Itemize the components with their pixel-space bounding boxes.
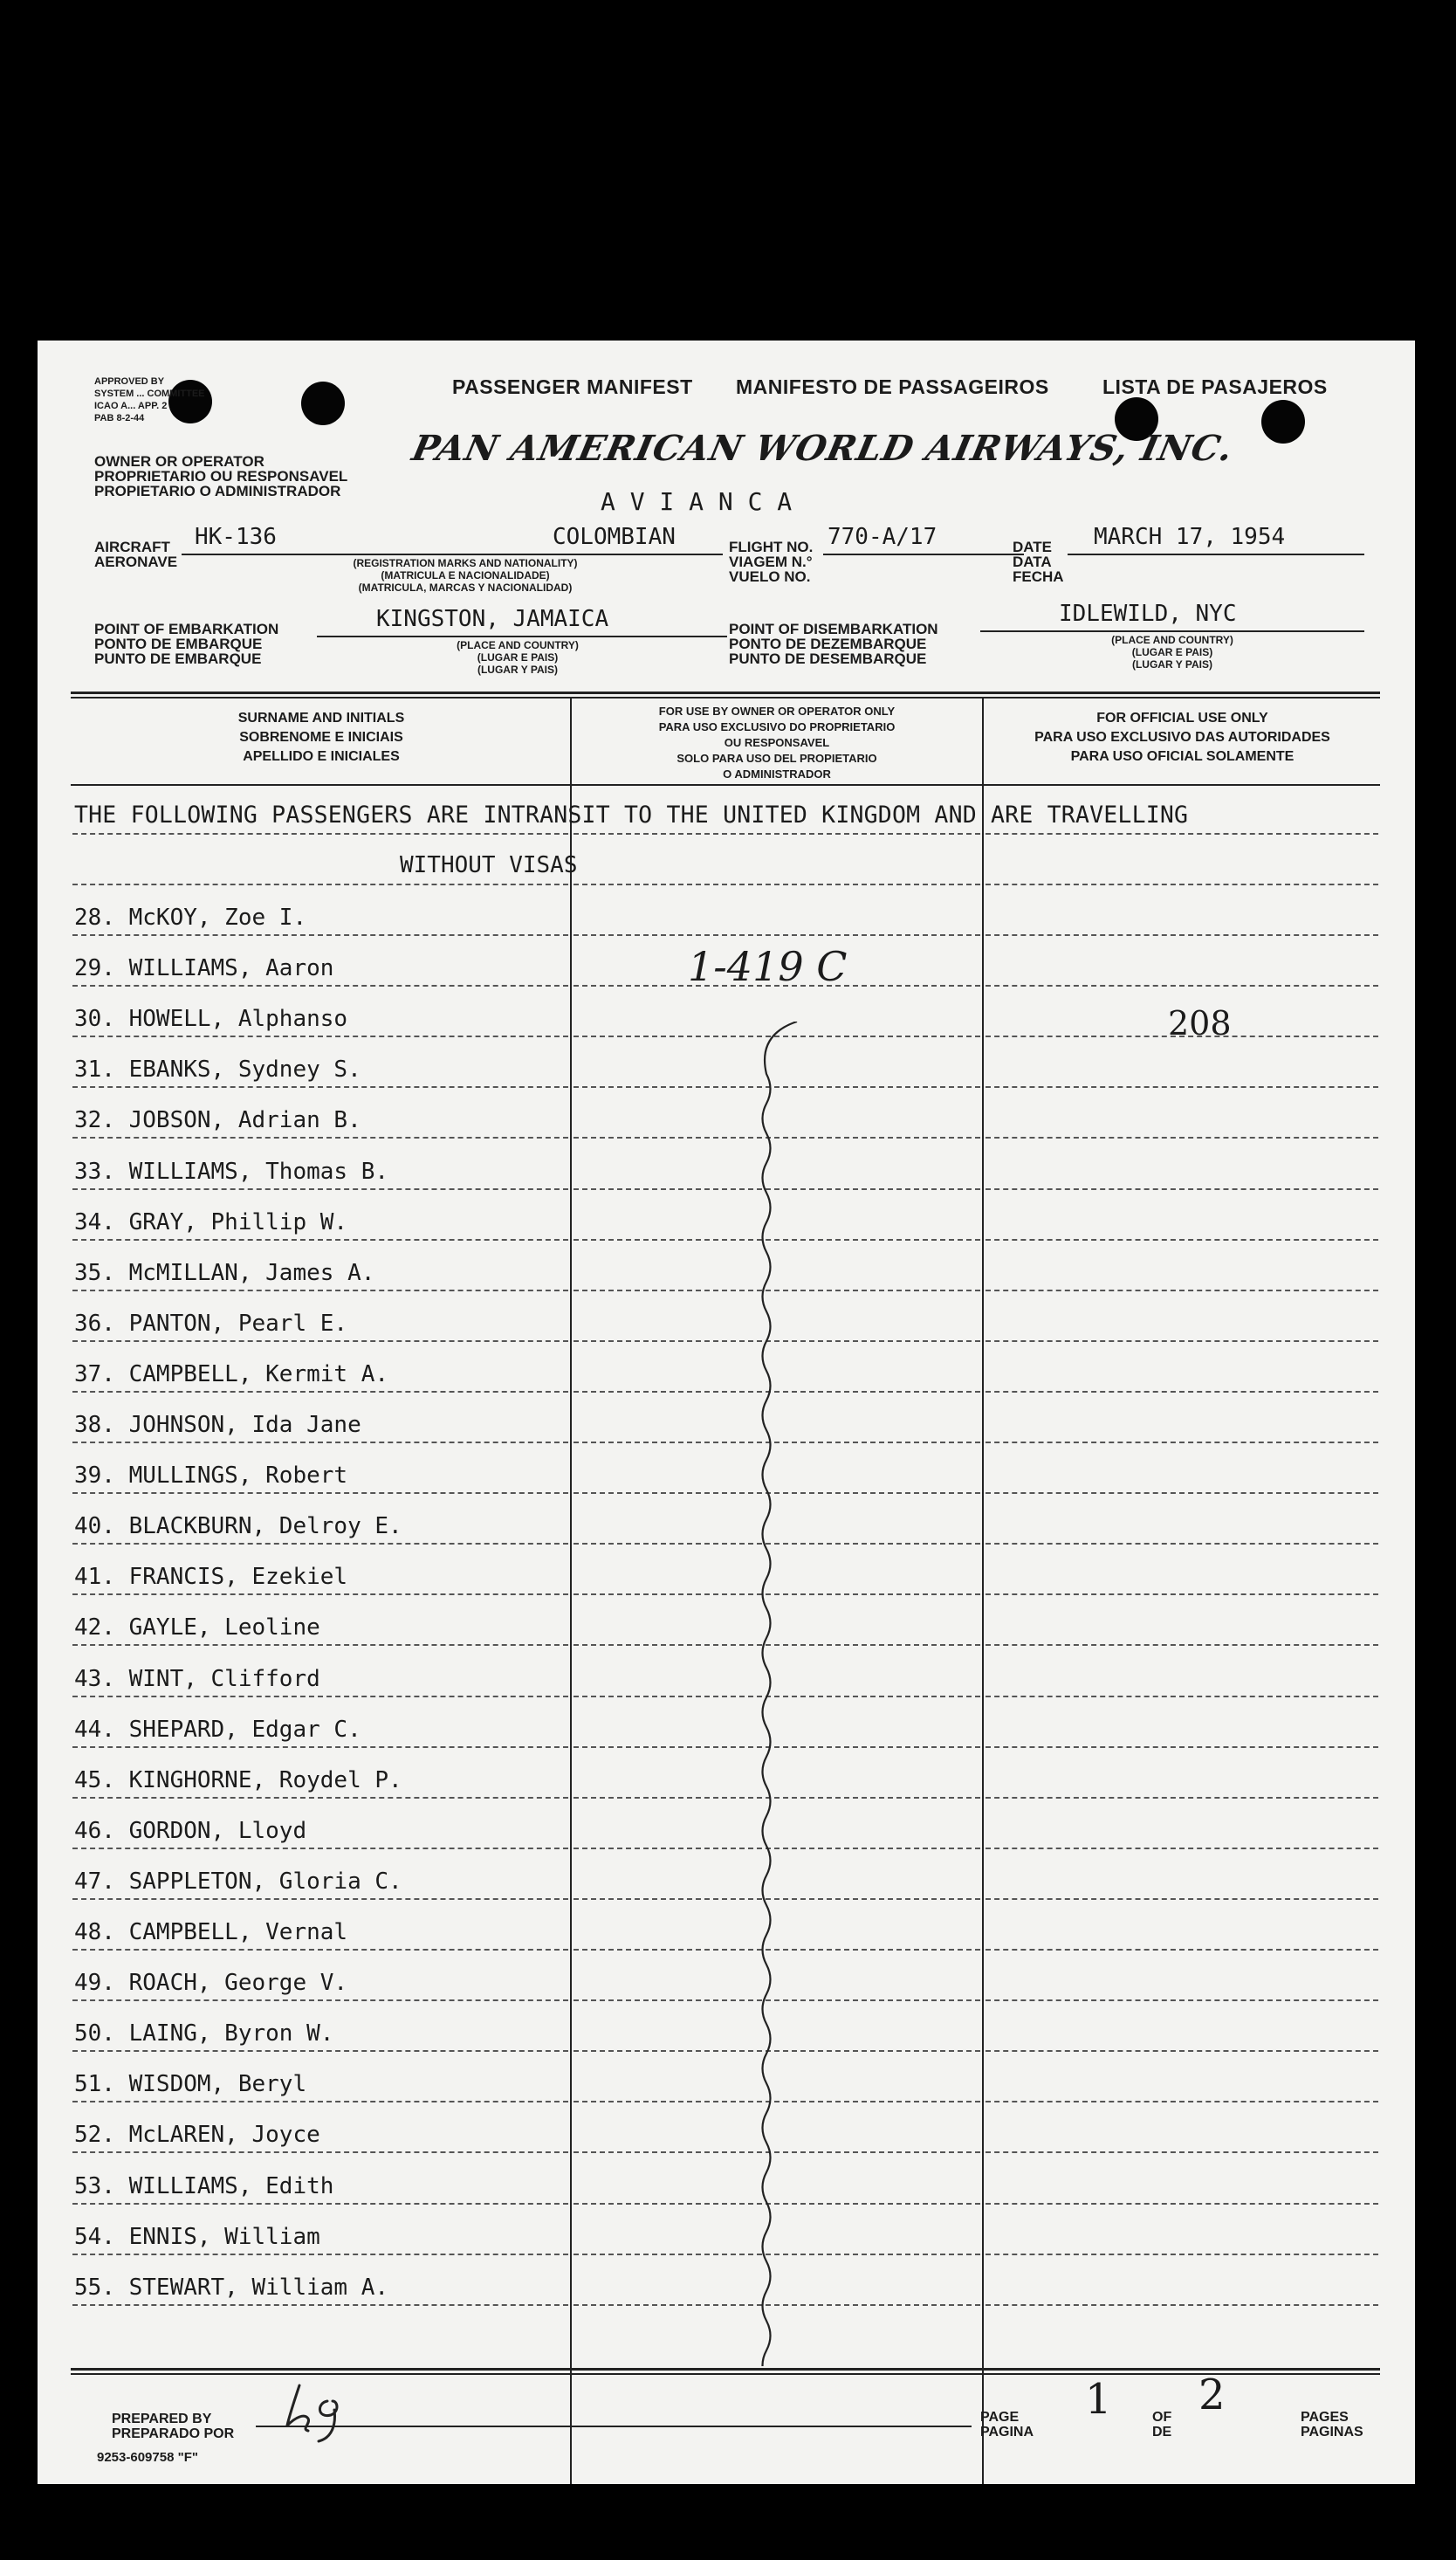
- passenger-row: 35. McMILLAN, James A.: [74, 1260, 375, 1286]
- ruled-line: [72, 2203, 568, 2205]
- ruled-line: [986, 1239, 1378, 1241]
- title-english: PASSENGER MANIFEST: [452, 375, 693, 398]
- ruled-line: [986, 934, 1378, 936]
- owner-use-column-header: FOR USE BY OWNER OR OPERATOR ONLY PARA USO EXCLUSIVO DO PROPRIETARIO OU RESPONSAVEL SOLO PARA USO DEL PROPIETARIO O ADMINISTRADOR: [658, 705, 896, 781]
- embarkation-label: POINT OF EMBARKATION PONTO DE EMBARQUE PUNTO DE EMBARQUE: [94, 621, 279, 667]
- flight-number-value: 770-A/17: [828, 524, 937, 550]
- ruled-line: [72, 1696, 568, 1697]
- ruled-line: [72, 1391, 568, 1393]
- passenger-row: 54. ENNIS, William: [74, 2224, 320, 2250]
- passenger-row: 46. GORDON, Lloyd: [74, 1818, 307, 1844]
- ruled-line: [986, 1442, 1378, 1443]
- passenger-row: 50. LAING, Byron W.: [74, 2020, 334, 2047]
- passenger-row: 47. SAPPLETON, Gloria C.: [74, 1868, 402, 1895]
- disembarkation-label: POINT OF DISEMBARKATION PONTO DE DEZEMBARQUE PUNTO DE DESEMBARQUE: [729, 621, 938, 667]
- title-portuguese: MANIFESTO DE PASSAGEIROS: [736, 375, 1049, 398]
- table-bottom-rule: [71, 2368, 1380, 2371]
- ruled-line: [986, 2050, 1378, 2052]
- passenger-row: 39. MULLINGS, Robert: [74, 1462, 348, 1489]
- passenger-row: 51. WISDOM, Beryl: [74, 2071, 307, 2097]
- of-label: OF DE: [1152, 2410, 1172, 2440]
- ruled-line: [986, 1340, 1378, 1342]
- ruled-line: [72, 1290, 568, 1291]
- passenger-row: 30. HOWELL, Alphanso: [74, 1006, 348, 1032]
- ruled-line: [72, 1340, 568, 1342]
- page-number: 1: [1085, 2375, 1112, 2424]
- ruled-line: [72, 934, 568, 936]
- embarkation-underline: [317, 636, 727, 637]
- ruled-line: [72, 884, 568, 885]
- aircraft-label: AIRCRAFT AERONAVE: [94, 539, 178, 570]
- ruled-line: [72, 1848, 568, 1849]
- ruled-line: [986, 1086, 1378, 1088]
- ruled-line: [72, 2151, 568, 2153]
- ruled-line: [72, 1036, 568, 1037]
- ruled-line: [72, 1593, 568, 1595]
- ruled-line: [986, 1593, 1378, 1595]
- ruled-line: [72, 1492, 568, 1494]
- passenger-row: 45. KINGHORNE, Roydel P.: [74, 1767, 402, 1793]
- ruled-line: [986, 2254, 1378, 2255]
- ruled-line: [986, 833, 1378, 835]
- operator-name: A V I A N C A: [601, 487, 793, 516]
- disembarkation-caption: (PLACE AND COUNTRY) (LUGAR E PAIS) (LUGAR Y PAIS): [1111, 634, 1233, 671]
- disembarkation-value: IDLEWILD, NYC: [1059, 601, 1237, 627]
- ruled-line: [72, 833, 568, 835]
- ruled-line: [986, 1848, 1378, 1849]
- table-bottom-rule: [71, 2373, 1380, 2375]
- passenger-row: 32. JOBSON, Adrian B.: [74, 1107, 361, 1133]
- ruled-line: [72, 1746, 568, 1748]
- ruled-line: [986, 884, 1378, 885]
- ruled-line: [986, 1898, 1378, 1900]
- date-label: DATE DATA FECHA: [1013, 539, 1064, 585]
- flight-label: FLIGHT NO. VIAGEM N.° VUELO NO.: [729, 539, 814, 585]
- owner-handwritten-note: 1-419 C: [688, 943, 848, 990]
- passenger-row: 49. ROACH, George V.: [74, 1970, 348, 1996]
- passenger-row: 31. EBANKS, Sydney S.: [74, 1056, 361, 1083]
- passenger-row: 53. WILLIAMS, Edith: [74, 2173, 334, 2199]
- ruled-line: [986, 1137, 1378, 1139]
- passenger-row: 34. GRAY, Phillip W.: [74, 1209, 348, 1235]
- owner-label: OWNER OR OPERATOR PROPRIETARIO OU RESPONSAVEL PROPIETARIO O ADMINISTRADOR: [94, 453, 348, 499]
- punch-hole: [301, 382, 345, 425]
- ruled-line: [986, 1644, 1378, 1646]
- embarkation-caption: (PLACE AND COUNTRY) (LUGAR E PAIS) (LUGAR Y PAIS): [457, 639, 579, 676]
- passenger-row: 48. CAMPBELL, Vernal: [74, 1919, 348, 1945]
- passenger-row: 29. WILLIAMS, Aaron: [74, 955, 334, 981]
- column-divider: [570, 697, 572, 2484]
- ruled-line: [986, 1797, 1378, 1799]
- ruled-line: [986, 1290, 1378, 1291]
- ruled-line: [986, 1492, 1378, 1494]
- preparer-signature: [282, 2375, 387, 2445]
- ruled-line: [72, 1188, 568, 1190]
- ruled-line: [72, 1644, 568, 1646]
- ruled-line: [72, 2254, 568, 2255]
- ruled-line: [986, 1391, 1378, 1393]
- ruled-line: [986, 1696, 1378, 1697]
- nationality-value: COLOMBIAN: [553, 524, 676, 550]
- passenger-row: 52. McLAREN, Joyce: [74, 2122, 320, 2148]
- ruled-line: [72, 1949, 568, 1951]
- ruled-line: [986, 985, 1378, 987]
- ruled-line: [573, 884, 980, 885]
- title-spanish: LISTA DE PASAJEROS: [1102, 375, 1328, 398]
- passenger-row: 38. JOHNSON, Ida Jane: [74, 1412, 361, 1438]
- passenger-row: 36. PANTON, Pearl E.: [74, 1311, 348, 1337]
- manifest-page: [38, 341, 1415, 2484]
- disembarkation-underline: [980, 630, 1364, 632]
- passenger-row: 43. WINT, Clifford: [74, 1666, 320, 1692]
- ruled-line: [986, 1543, 1378, 1545]
- aircraft-underline: [182, 554, 723, 555]
- ruled-line: [986, 2304, 1378, 2306]
- ruled-line: [72, 1086, 568, 1088]
- surname-column-header: SURNAME AND INITIALS SOBRENOME E INICIAIS APELLIDO E INICIALES: [237, 711, 405, 764]
- punch-hole: [1261, 400, 1305, 444]
- passenger-row: 42. GAYLE, Leoline: [74, 1614, 320, 1641]
- ruled-line: [72, 1543, 568, 1545]
- date-value: MARCH 17, 1954: [1094, 524, 1286, 550]
- ruled-line: [72, 1239, 568, 1241]
- ruled-line: [573, 833, 980, 835]
- passenger-row: 41. FRANCIS, Ezekiel: [74, 1564, 348, 1590]
- approval-block: APPROVED BY SYSTEM ... COMMITTEE ICAO A... APP. 2 PAB 8-2-44: [94, 376, 205, 423]
- ruled-line: [986, 1999, 1378, 2001]
- pages-label: PAGES PAGINAS: [1301, 2410, 1363, 2440]
- notice-line-2: WITHOUT VISAS: [400, 852, 578, 878]
- passenger-row: 28. McKOY, Zoe I.: [74, 905, 307, 931]
- passenger-row: 40. BLACKBURN, Delroy E.: [74, 1513, 402, 1539]
- passenger-row: 55. STEWART, William A.: [74, 2274, 389, 2301]
- ruled-line: [573, 934, 980, 936]
- ruled-line: [72, 1898, 568, 1900]
- notice-line-1: THE FOLLOWING PASSENGERS ARE INTRANSIT TO THE UNITED KINGDOM AND ARE TRAVELLING: [74, 802, 1189, 829]
- ruled-line: [72, 2050, 568, 2052]
- ruled-line: [986, 1949, 1378, 1951]
- passenger-row: 44. SHEPARD, Edgar C.: [74, 1717, 361, 1743]
- passenger-row: 37. CAMPBELL, Kermit A.: [74, 1361, 389, 1387]
- table-top-rule: [71, 692, 1380, 694]
- form-number: 9253-609758 "F": [97, 2450, 198, 2465]
- page-label: PAGE PAGINA: [980, 2410, 1034, 2440]
- ruled-line: [72, 985, 568, 987]
- ruled-line: [986, 2151, 1378, 2153]
- official-use-column-header: FOR OFFICIAL USE ONLY PARA USO EXCLUSIVO DAS AUTORIDADES PARA USO OFICIAL SOLAMENTE: [1034, 711, 1330, 764]
- ruled-line: [72, 1137, 568, 1139]
- ruled-line: [986, 1188, 1378, 1190]
- registration-caption: (REGISTRATION MARKS AND NATIONALITY) (MATRICULA E NACIONALIDADE) (MATRICULA, MARCAS Y NACIONALIDAD): [353, 557, 578, 594]
- ruled-line: [986, 2203, 1378, 2205]
- ruled-line: [72, 2101, 568, 2102]
- aircraft-value: HK-136: [195, 524, 277, 550]
- ditto-wavy-line: [718, 1022, 806, 2366]
- prepared-by-label: PREPARED BY PREPARADO POR: [112, 2412, 235, 2441]
- ruled-line: [986, 1746, 1378, 1748]
- official-handwritten-note: 208: [1168, 1004, 1232, 1043]
- embarkation-value: KINGSTON, JAMAICA: [376, 606, 609, 632]
- flight-underline: [823, 554, 1024, 555]
- date-underline: [1068, 554, 1364, 555]
- passenger-row: 33. WILLIAMS, Thomas B.: [74, 1159, 389, 1185]
- column-divider: [982, 697, 984, 2484]
- ruled-line: [986, 2101, 1378, 2102]
- table-top-rule: [71, 697, 1380, 698]
- ruled-line: [72, 1442, 568, 1443]
- pan-am-logo: PAN AMERICAN WORLD AIRWAYS, INC.: [409, 428, 1238, 469]
- ruled-line: [72, 1797, 568, 1799]
- ruled-line: [72, 1999, 568, 2001]
- ruled-line: [72, 2304, 568, 2306]
- total-pages: 2: [1198, 2371, 1226, 2419]
- header-bottom-rule: [71, 784, 1380, 786]
